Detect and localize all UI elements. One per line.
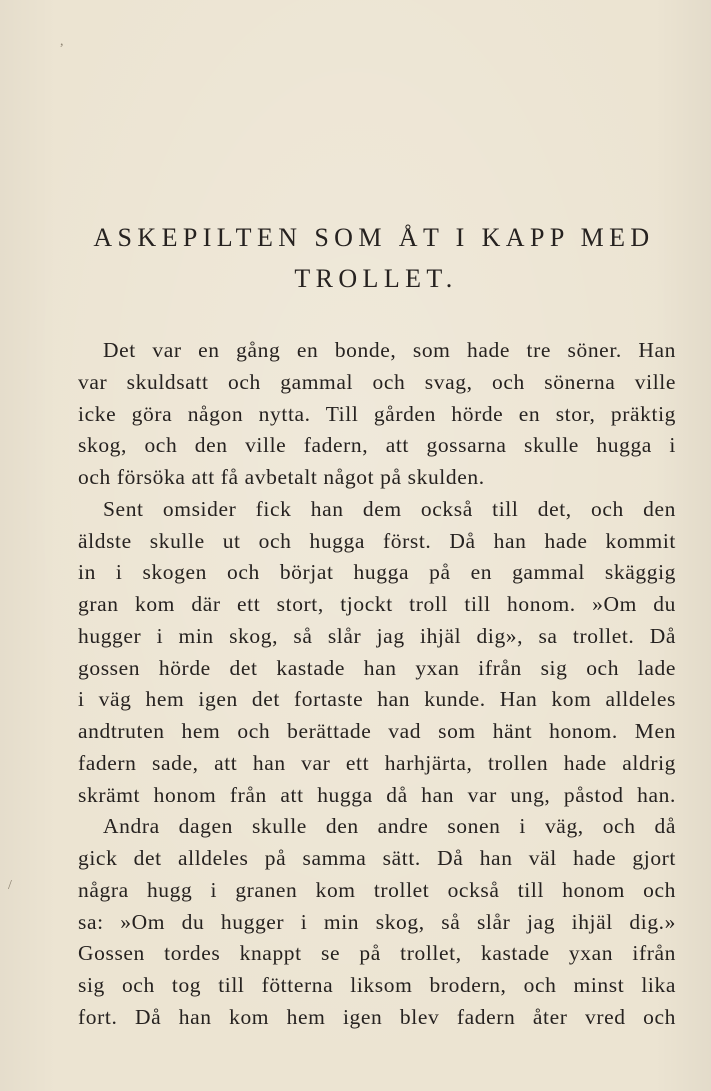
chapter-title-line-1: ASKEPILTEN SOM ÅT I KAPP MED	[93, 223, 655, 252]
text-line: hugger i min skog, så slår jag ihjäl dig», sa trollet. Då	[78, 623, 676, 648]
paper-speck: ,	[60, 34, 64, 49]
text-line: äldste skulle ut och hugga först. Då han hade kommit	[78, 528, 676, 553]
text-line: var skuldsatt och gammal och svag, och sönerna ville	[78, 369, 676, 394]
text-line: några hugg i granen kom trollet också till honom och	[78, 877, 676, 902]
text-line: Gossen tordes knappt se på trollet, kastade yxan ifrån	[78, 941, 676, 966]
text-line: gick det alldeles på samma sätt. Då han väl hade gjort	[78, 846, 676, 870]
text-line: in i skogen och börjat hugga på en gammal skäggig	[78, 560, 676, 585]
text-line: icke göra någon nytta. Till gården hörde en stor, präktig	[78, 401, 676, 426]
text-line: skog, och den ville fadern, att gossarna skulle hugga i	[78, 433, 676, 458]
text-line: fort. Då han kom hem igen blev fadern åter vred och	[78, 1004, 676, 1029]
text-line: och försöka att få avbetalt något på skulden.	[78, 465, 485, 489]
text-line: gran kom där ett stort, tjockt troll till honom. »Om du	[78, 592, 676, 616]
text-line: Sent omsider fick han dem också till det, och den	[103, 496, 676, 521]
body-text	[78, 335, 676, 1034]
text-line: Det var en gång en bonde, som hade tre söner. Han	[103, 338, 676, 362]
text-line: gossen hörde det kastade han yxan ifrån sig och lade	[78, 655, 676, 680]
text-line: skrämt honom från att hugga då han var ung, påstod han.	[78, 782, 676, 807]
margin-mark: /	[8, 878, 12, 893]
text-line: fadern sade, att han var ett harhjärta, trollen hade aldrig	[78, 750, 676, 775]
text-line: Andra dagen skulle den andre sonen i väg, och då	[103, 814, 676, 839]
text-line: sa: »Om du hugger i min skog, så slår jag ihjäl dig.»	[78, 909, 676, 934]
chapter-title	[78, 222, 674, 295]
text-line: sig och tog till fötterna liksom brodern, och minst lika	[78, 973, 676, 997]
text-line: andtruten hem och berättade vad som hänt honom. Men	[78, 719, 676, 743]
chapter-title-line-2: TROLLET.	[294, 264, 458, 293]
text-line: i väg hem igen det fortaste han kunde. Han kom alldeles	[78, 687, 676, 712]
